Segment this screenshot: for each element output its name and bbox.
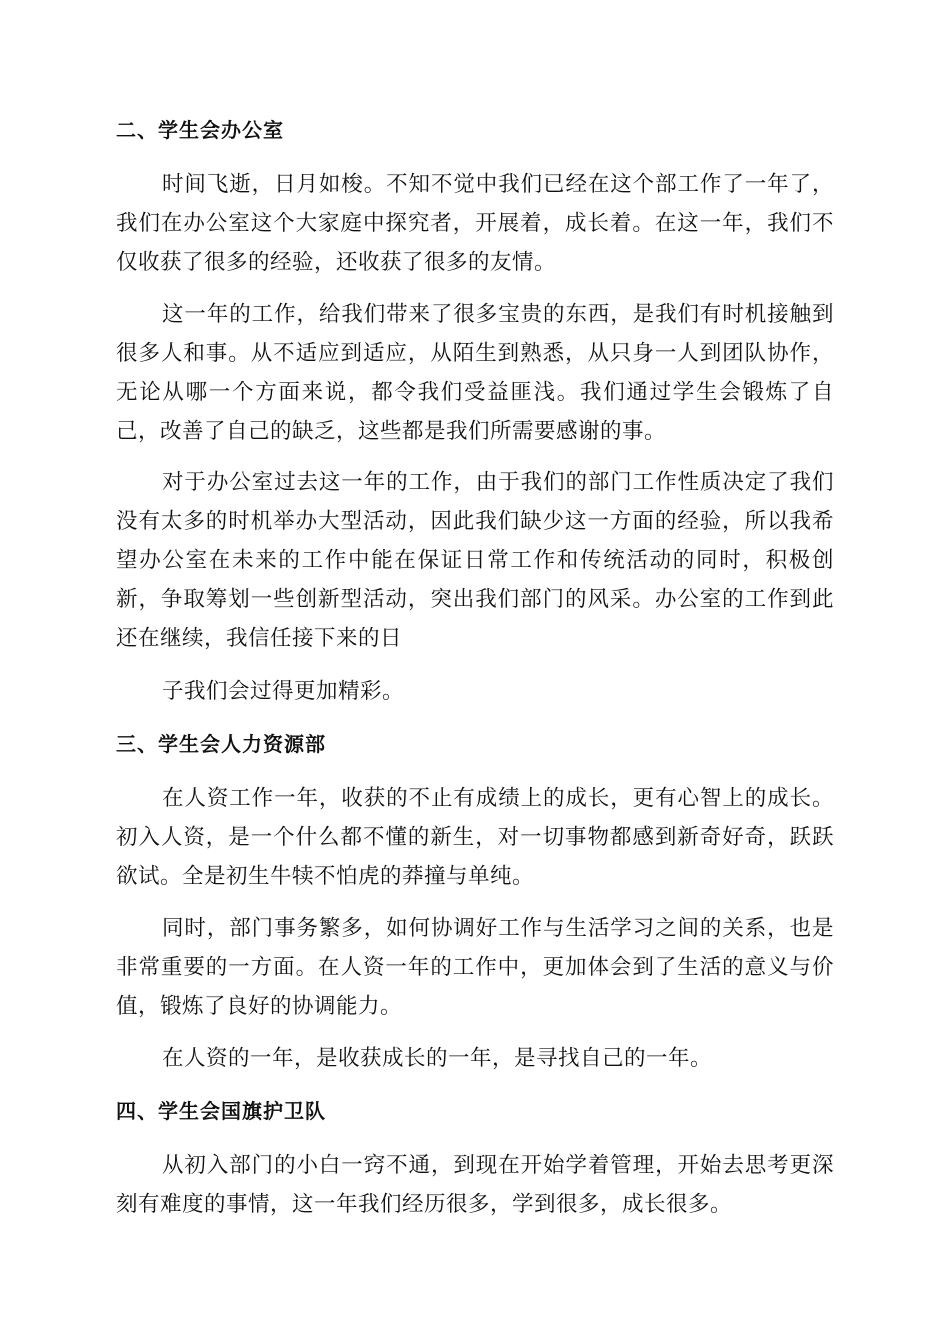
paragraph: 时间飞逝，日月如梭。不知不觉中我们已经在这个部工作了一年了，我们在办公室这个大家庭中探究者，开展着，成长着。在这一年，我们不仅收获了很多的经验，还收获了很多的友情。 xyxy=(116,172,834,275)
paragraph: 同时，部门事务繁多，如何协调好工作与生活学习之间的关系，也是非常重要的一方面。在人资一年的工作中，更加体会到了生活的意义与价值，锻炼了良好的协调能力。 xyxy=(116,916,834,1019)
paragraph: 子我们会过得更加精彩。 xyxy=(162,679,405,704)
section-heading-office: 二、学生会办公室 xyxy=(116,118,284,142)
paragraph: 对于办公室过去这一年的工作，由于我们的部门工作性质决定了我们没有太多的时机举办大型活动，因此我们缺少这一方面的经验，所以我希望办公室在未来的工作中能在保证日常工作和传统活动的同时，积极创新，争取筹划一些创新型活动，突出我们部门的风采。办公室的工作到此还在继续，我信任接下来的日 xyxy=(116,470,834,651)
section-heading-flag-guard: 四、学生会国旗护卫队 xyxy=(116,1099,326,1123)
paragraph: 这一年的工作，给我们带来了很多宝贵的东西，是我们有时机接触到很多人和事。从不适应到适应，从陌生到熟悉，从只身一人到团队协作，无论从哪一个方面来说，都令我们受益匪浅。我们通过学生会锻炼了自己，改善了自己的缺乏，这些都是我们所需要感谢的事。 xyxy=(116,302,834,444)
paragraph: 在人资的一年，是收获成长的一年，是寻找自己的一年。 xyxy=(162,1046,713,1071)
section-heading-hr: 三、学生会人力资源部 xyxy=(116,732,326,756)
paragraph: 在人资工作一年，收获的不止有成绩上的成长，更有心智上的成长。初入人资，是一个什么都不懂的新生，对一切事物都感到新奇好奇，跃跃欲试。全是初生牛犊不怕虎的莽撞与单纯。 xyxy=(116,786,834,889)
paragraph: 从初入部门的小白一窍不通，到现在开始学着管理，开始去思考更深刻有难度的事情，这一年我们经历很多，学到很多，成长很多。 xyxy=(116,1153,834,1217)
